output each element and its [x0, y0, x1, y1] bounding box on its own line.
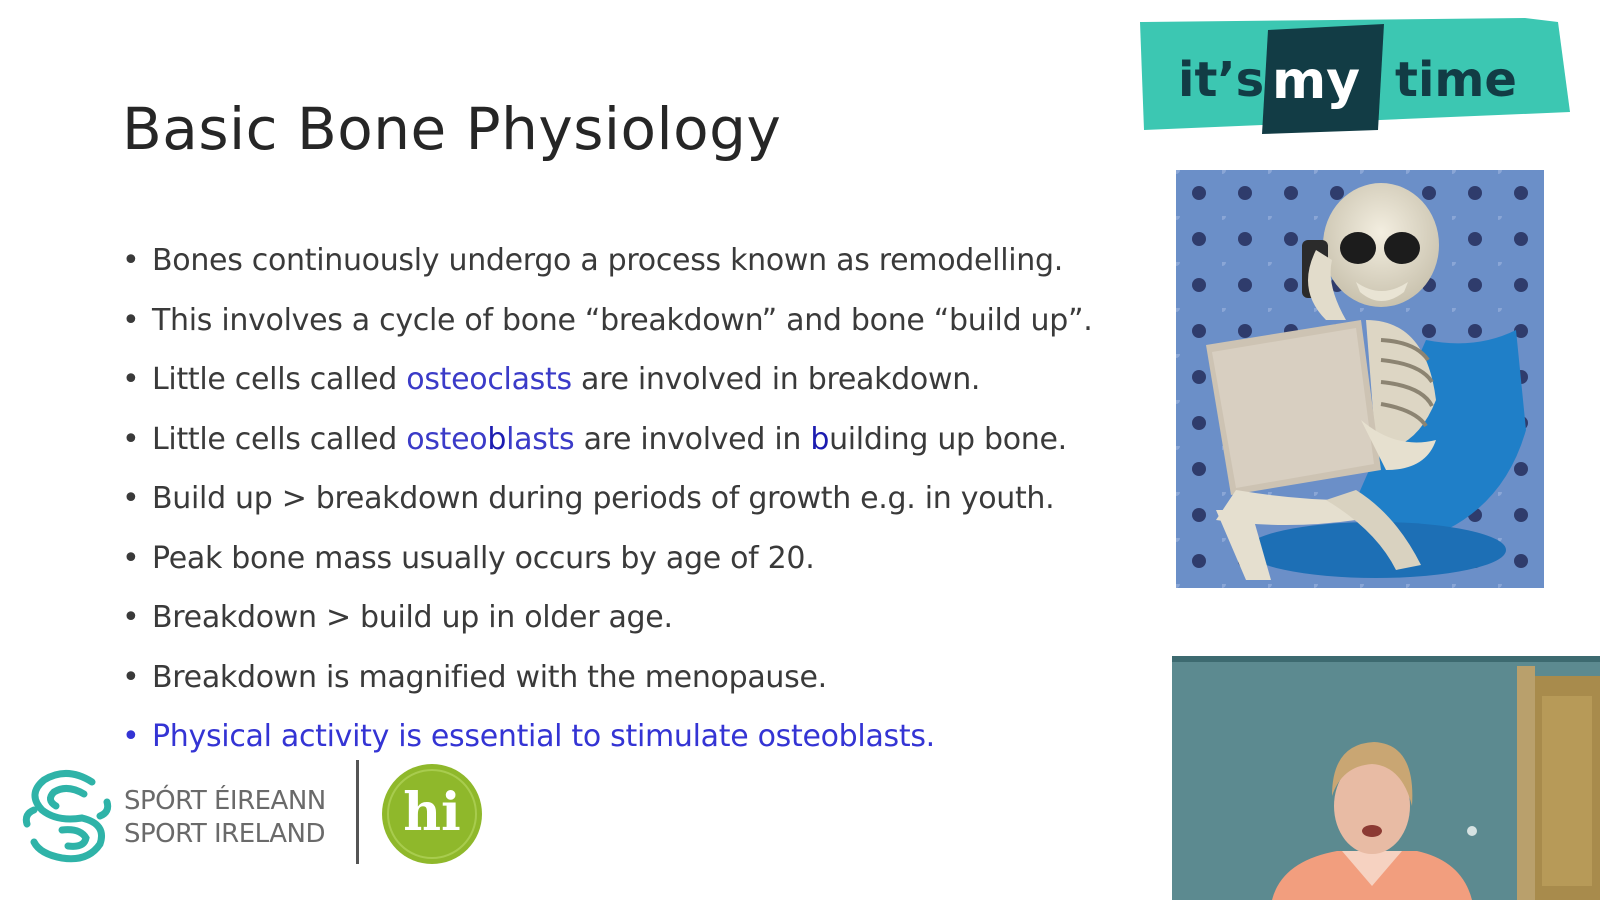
bullet-marker: •: [122, 362, 140, 397]
sport-ireland-logo-icon: [22, 764, 112, 864]
bullet-text: Little cells called: [152, 362, 407, 397]
bullet-marker: •: [122, 540, 140, 576]
bullet-item: [122, 541, 1182, 601]
logo-word-my: my: [1272, 51, 1361, 111]
slide-title: Basic Bone Physiology: [122, 95, 782, 163]
bullet-text: Breakdown > build up in older age.: [152, 600, 673, 635]
hi-logo-text: hi: [403, 782, 461, 843]
skeleton-photo: [1176, 170, 1544, 588]
bullet-item: [122, 481, 1182, 541]
sport-ireland-wordmark: [124, 785, 326, 851]
highlighted-term: b: [487, 421, 507, 457]
bullet-marker: •: [122, 243, 140, 278]
hi-logo: [380, 762, 484, 866]
bullet-item: [122, 362, 1182, 422]
bullet-text: Peak bone mass usually occurs by age of 20.: [152, 540, 815, 576]
bullet-list: [122, 243, 1182, 779]
bullet-text: are involved in: [574, 421, 811, 457]
bullet-item: [122, 600, 1182, 660]
bullet-text: uilding up bone.: [829, 421, 1067, 457]
bullet-marker: •: [122, 659, 140, 695]
logo-divider: [356, 760, 359, 864]
bullet-marker: •: [122, 302, 140, 338]
bullet-text: This involves a cycle of bone “breakdown” and bone “build up”.: [152, 302, 1093, 338]
bullet-text: Little cells called: [152, 421, 407, 457]
bullet-marker: •: [122, 481, 140, 516]
sport-ireland-line2: SPORT IRELAND: [124, 819, 325, 849]
bullet-text: Build up > breakdown during periods of growth e.g. in youth.: [152, 481, 1055, 516]
bullet-item: [122, 243, 1182, 303]
bullet-text: are involved in breakdown.: [571, 362, 981, 397]
its-my-time-logo: [1140, 18, 1570, 136]
sport-ireland-line1: SPÓRT ÉIREANN: [124, 786, 326, 816]
bullet-item: [122, 303, 1182, 363]
presenter-video: [1172, 656, 1600, 900]
logo-word-its: it’s: [1178, 52, 1265, 108]
bullet-text: Bones continuously undergo a process known as remodelling.: [152, 243, 1063, 278]
bullet-item: [122, 660, 1182, 720]
highlighted-term: lasts: [506, 421, 575, 457]
highlighted-term: osteo: [406, 421, 488, 457]
bullet-marker: •: [122, 600, 140, 635]
highlighted-term: osteoclasts: [406, 362, 572, 397]
bullet-item: [122, 422, 1182, 482]
highlighted-term: b: [810, 421, 830, 457]
logo-word-time: time: [1395, 52, 1517, 108]
bullet-text: Breakdown is magnified with the menopause.: [152, 659, 827, 695]
bullet-marker: •: [122, 719, 140, 754]
bullet-marker: •: [122, 421, 140, 457]
highlighted-term: Physical activity is essential to stimulate osteoblasts.: [152, 719, 935, 754]
bullet-item: [122, 719, 1182, 779]
